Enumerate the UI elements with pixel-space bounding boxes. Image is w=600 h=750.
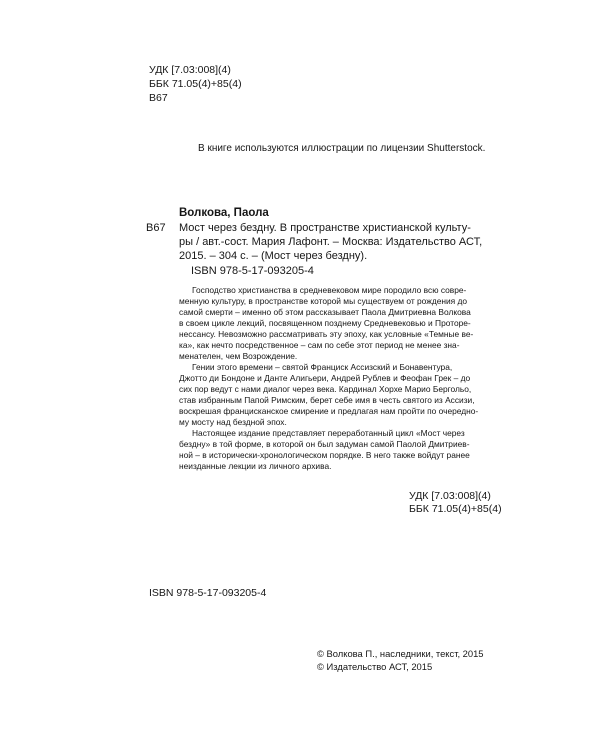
bibliographic-line: 2015. – 304 с. – (Мост через бездну).: [179, 250, 368, 262]
annotation-line: менную культуру, в пространстве которой мы существуем от рождения до: [179, 296, 468, 306]
annotation-line: ка», как нечто посредственное – сам по себе этот период не менее зна-: [179, 340, 460, 350]
annotation-line: бездну» в той форме, в которой он был задуман самой Паолой Дмитриев-: [179, 439, 470, 449]
bbk-code: ББК 71.05(4)+85(4): [409, 503, 502, 515]
annotation-line: самой смерти – именно об этом рассказывает Паола Дмитриевна Волкова: [179, 307, 471, 317]
annotation-line: нессансу. Невозможно рассматривать эту эпоху, как условные «Темные ве-: [179, 329, 474, 339]
annotation-line: воскрешая францисканское смирение и предлагая нам пройти по очередно-: [179, 406, 479, 416]
copyright-publisher: © Издательство АСТ, 2015: [317, 661, 433, 672]
bibliographic-code: В67: [146, 222, 166, 234]
annotation-line: Господство христианства в средневековом мире породило всю совре-: [192, 285, 467, 295]
bibliographic-line: Мост через бездну. В пространстве христианской культу-: [179, 222, 471, 234]
annotation-line: менателен, чем Возрождение.: [179, 351, 298, 361]
copyright-text: © Волкова П., наследники, текст, 2015: [317, 648, 484, 659]
annotation-line: став избранным Папой Римским, берет себе имя в честь святого из Ассизи,: [179, 395, 475, 405]
udk-code: УДК [7.03:008](4): [149, 64, 231, 76]
author-sign-code: В67: [149, 92, 168, 104]
illustrations-notice: В книге используются иллюстрации по лицензии Shutterstock.: [198, 143, 486, 154]
bbk-code: ББК 71.05(4)+85(4): [149, 78, 242, 90]
annotation-line: ной – в исторически-хронологическом порядке. В него также войдут ранее: [179, 450, 470, 460]
annotation-line: Джотто ди Бондоне и Данте Алигьери, Андрей Рублев и Феофан Грек – до: [179, 373, 471, 383]
annotation-line: в своем цикле лекций, посвященном позднему Средневековью и Проторе-: [179, 318, 471, 328]
annotation-line: Настоящее издание представляет переработанный цикл «Мост через: [192, 428, 465, 438]
annotation-line: Гении этого времени – святой Франциск Ассизский и Бонавентура,: [192, 362, 453, 372]
udk-code: УДК [7.03:008](4): [409, 490, 491, 502]
bibliographic-line: ры / авт.-сост. Мария Лафонт. – Москва: Издательство АСТ,: [179, 236, 483, 248]
author-heading: Волкова, Паола: [179, 207, 269, 219]
isbn-bottom: ISBN 978-5-17-093205-4: [149, 587, 267, 599]
annotation-line: му мосту над бездной эпох.: [179, 417, 287, 427]
annotation-line: сих пор ведут с нами диалог через века. Кардинал Хорхе Марио Бергольо,: [179, 384, 472, 394]
annotation-line: неизданные лекции из личного архива.: [179, 461, 332, 471]
isbn: ISBN 978-5-17-093205-4: [191, 265, 314, 277]
